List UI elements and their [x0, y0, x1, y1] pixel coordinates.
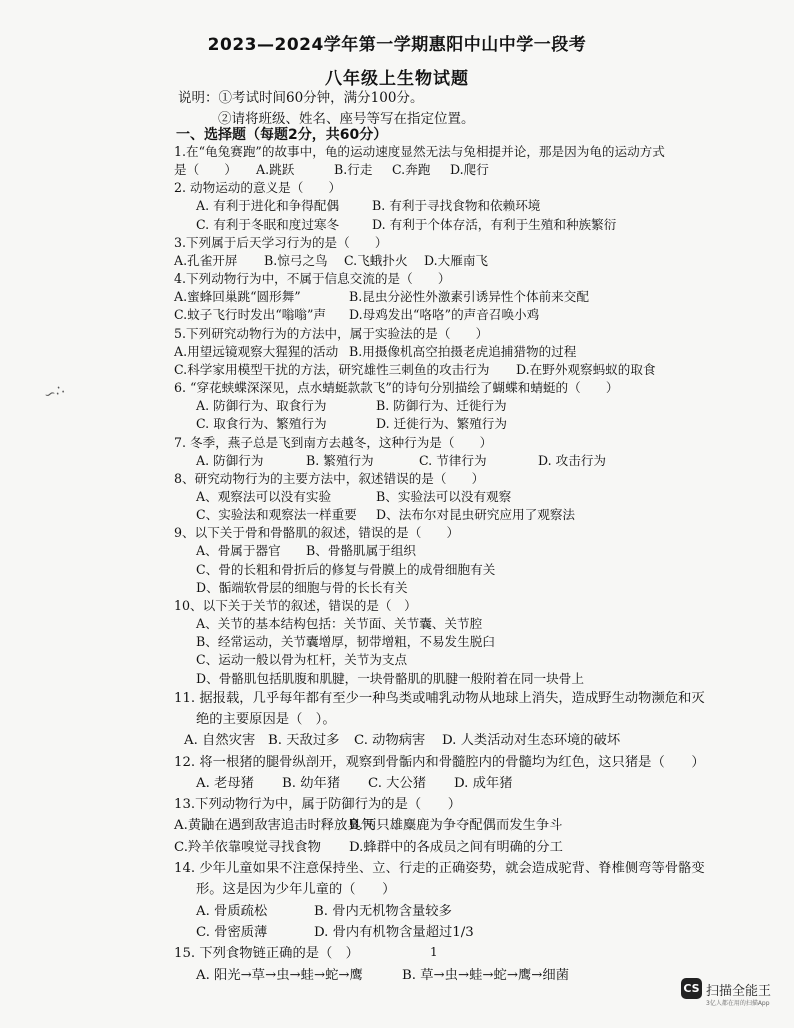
exam-title: 2023—2024学年第一学期惠阳中山中学一段考	[207, 35, 587, 55]
line-lead: A.蜜蜂回巢跳“圆形舞”	[174, 289, 301, 305]
answer-option: B. 防御行为、迁徙行为	[376, 398, 507, 414]
answer-option: B、实验法可以没有观察	[376, 488, 512, 504]
answer-option: D. 人类活动对生态环境的破坏	[442, 733, 621, 749]
question-text: 14. 少年儿童如果不注意保持坐、立、行走的正确姿势，就会造成驼背、脊椎侧弯等骨骼变	[174, 861, 705, 877]
question-line	[174, 615, 774, 633]
question-line	[174, 794, 774, 815]
question-line	[174, 270, 774, 288]
scanner-name: 扫描全能王	[706, 984, 772, 999]
answer-option: B. 繁殖行为	[306, 452, 374, 468]
question-text: 9、以下关于骨和骨骼肌的叙述，错误的是（ ）	[174, 525, 460, 541]
question-line	[174, 143, 774, 161]
line-lead: C. 取食行为、繁殖行为	[196, 416, 327, 432]
answer-option: A.跳跃	[256, 162, 295, 178]
question-line	[174, 561, 774, 579]
question-line	[174, 579, 774, 597]
question-text: 3.下列属于后天学习行为的是（ ）	[174, 234, 388, 250]
question-text: 4.下列动物行为中，不属于信息交流的是（ ）	[174, 271, 451, 287]
options-line	[174, 343, 774, 361]
line-lead: A. 有利于进化和争得配偶	[196, 198, 340, 214]
answer-option: B. 有利于寻找食物和依赖环境	[372, 198, 541, 214]
question-line	[174, 325, 774, 343]
line-lead: C. 有利于冬眠和度过寒冬	[196, 216, 340, 232]
answer-option: B.用摄像机高空拍摄老虎追捕猎物的过程	[349, 343, 577, 359]
section-heading: 一、选择题（每题2分，共60分）	[176, 127, 388, 143]
question-line	[174, 670, 774, 688]
answer-option: B. 草→虫→蛙→蛇→鹰→细菌	[402, 967, 570, 983]
question-line	[174, 434, 774, 452]
options-line	[174, 397, 774, 415]
options-line	[174, 837, 774, 858]
options-line	[174, 506, 774, 524]
options-line	[174, 216, 774, 234]
line-lead: 是（ ）	[174, 162, 237, 178]
question-text: A、关节的基本结构包括：关节面、关节囊、关节腔	[196, 616, 483, 632]
question-line	[174, 879, 774, 900]
options-line	[174, 361, 774, 379]
instruction-line: ②请将班级、姓名、座号等写在指定位置。	[218, 111, 475, 127]
line-lead: C.羚羊依靠嗅觉寻找食物	[174, 839, 321, 855]
question-text: 8、研究动物行为的主要方法中，叙述错误的是（ ）	[174, 470, 485, 486]
question-line	[174, 858, 774, 879]
question-text: D、骨骼肌包括肌腹和肌腱，一块骨骼肌的肌腱一般附着在同一块骨上	[196, 670, 584, 686]
answer-option: B. 天敌过多	[268, 733, 340, 749]
question-line	[174, 470, 774, 488]
question-line	[174, 651, 774, 669]
question-line	[174, 943, 774, 964]
scan-smudge-icon: ∽∴	[41, 381, 67, 405]
options-line	[174, 922, 774, 943]
answer-option: D.爬行	[450, 162, 489, 178]
scanner-watermark	[681, 978, 781, 1008]
question-text: 1.在“龟兔赛跑”的故事中，龟的运动速度显然无法与兔相提并论，那是因为龟的运动方式	[174, 144, 665, 159]
answer-option: D. 攻击行为	[538, 452, 607, 468]
answer-option: D.蜂群中的各成员之间有明确的分工	[349, 839, 563, 855]
question-text: 6. “穿花蛱蝶深深见，点水蜻蜓款款飞”的诗句分别描绘了蝴蝶和蜻蜓的（ ）	[174, 380, 619, 396]
question-text: D、骺端软骨层的细胞与骨的长长有关	[196, 579, 408, 595]
scanner-logo-icon: CS	[681, 978, 702, 999]
answer-option: D.母鸡发出“咯咯”的声音召唤小鸡	[349, 307, 540, 323]
answer-option: B.惊弓之鸟	[264, 252, 328, 268]
question-text: C、运动一般以骨为杠杆，关节为支点	[196, 652, 408, 668]
line-lead: A、观察法可以没有实验	[196, 488, 332, 504]
answer-option: D. 骨内有机物含量超过1/3	[314, 924, 474, 940]
question-line	[174, 709, 774, 730]
question-text: 11. 据报载，几乎每年都有至少一种鸟类或哺乳动物从地球上消失，造成野生动物濒危和灭	[174, 690, 705, 706]
answer-option: D. 成年猪	[454, 775, 513, 791]
options-line	[174, 452, 774, 470]
question-line	[174, 633, 774, 651]
question-text: 绝的主要原因是（ ）。	[196, 711, 336, 727]
question-text: 10、以下关于关节的叙述，错误的是（ ）	[174, 597, 417, 613]
options-line	[174, 773, 774, 794]
options-line	[174, 288, 774, 306]
question-text: 2. 动物运动的意义是（ ）	[174, 180, 342, 196]
exam-subtitle: 八年级上生物试题	[325, 69, 469, 89]
question-text: 13.下列动物行为中，属于防御行为的是（ ）	[174, 797, 462, 813]
line-lead: A.孔雀开屏	[174, 252, 238, 268]
line-lead: C.蚊子飞行时发出“嗡嗡”声	[174, 307, 327, 323]
answer-option: B.行走	[334, 162, 373, 178]
question-line	[174, 688, 774, 709]
answer-option: B. 幼年猪	[282, 775, 341, 791]
question-line	[174, 752, 774, 773]
line-lead: A、骨属于器官	[196, 543, 281, 559]
question-text: 7. 冬季，燕子总是飞到南方去越冬，这种行为是（ ）	[174, 434, 493, 450]
question-list	[174, 143, 774, 986]
question-text: C、骨的长粗和骨折后的修复与骨膜上的成骨细胞有关	[196, 561, 496, 577]
answer-option: B.两只雄麋鹿为争夺配偶而发生争斗	[349, 818, 563, 834]
options-line	[174, 815, 774, 836]
question-text: 12. 将一根猪的腿骨纵剖开，观察到骨骺内和骨髓腔内的骨髓均为红色，这只猪是（ ）	[174, 754, 705, 770]
question-line	[174, 524, 774, 542]
question-line	[174, 379, 774, 397]
line-lead: A. 自然灾害	[184, 733, 256, 749]
question-text: 5.下列研究动物行为的方法中，属于实验法的是（ ）	[174, 325, 489, 341]
question-line	[174, 234, 774, 252]
options-line	[174, 901, 774, 922]
page-number: 1	[430, 945, 438, 959]
line-lead: A. 老母猪	[196, 775, 254, 791]
line-lead: A.用望远镜观察大猩猩的活动	[174, 343, 339, 359]
options-line	[174, 542, 774, 560]
answer-option: D、法布尔对昆虫研究应用了观察法	[376, 507, 576, 523]
line-lead: A. 防御行为	[196, 452, 264, 468]
answer-option: C. 节律行为	[419, 452, 487, 468]
answer-option: B、骨骼肌属于组织	[306, 543, 417, 559]
line-lead: A. 骨质疏松	[196, 903, 268, 919]
answer-option: B.昆虫分泌性外激素引诱异性个体前来交配	[349, 289, 589, 305]
question-line	[174, 597, 774, 615]
answer-option: C. 大公猪	[368, 775, 427, 791]
answer-option: C. 动物病害	[354, 733, 426, 749]
question-text: B、经常运动，关节囊增厚，韧带增粗，不易发生脱臼	[196, 634, 495, 650]
options-line	[174, 730, 774, 751]
options-line	[174, 415, 774, 433]
options-line	[174, 488, 774, 506]
question-text: 形。这是因为少年儿童的（ ）	[196, 882, 396, 898]
line-lead: C. 骨密质薄	[196, 924, 268, 940]
options-line	[174, 252, 774, 270]
answer-option: B. 骨内无机物含量较多	[314, 903, 452, 919]
options-line	[174, 161, 774, 179]
answer-option: C.奔跑	[392, 162, 431, 178]
options-line	[174, 306, 774, 324]
instruction-line: 说明：①考试时间60分钟，满分100分。	[178, 90, 424, 106]
options-line	[174, 197, 774, 215]
question-line	[174, 179, 774, 197]
line-lead: A. 防御行为、取食行为	[196, 398, 327, 414]
answer-option: D. 迁徙行为、繁殖行为	[376, 416, 507, 432]
line-lead: C、实验法和观察法一样重要	[196, 507, 357, 523]
answer-option: D.在野外观察蚂蚁的取食	[516, 361, 656, 377]
question-text: 15. 下列食物链正确的是（ ）	[174, 946, 359, 962]
answer-option: C.飞蛾扑火	[344, 252, 408, 268]
line-lead: C.科学家用模型干扰的方法，研究雄性三刺鱼的攻击行为	[174, 361, 490, 377]
answer-option: D.大雁南飞	[424, 252, 489, 268]
line-lead: A.黄鼬在遇到敌害追击时释放臭气	[174, 818, 374, 834]
answer-option: D. 有利于个体存活，有利于生殖和种族繁衍	[372, 216, 617, 232]
line-lead: A. 阳光→草→虫→蛙→蛇→鹰	[196, 967, 363, 983]
scanner-tagline: 3亿人都在用的扫描App	[706, 1000, 770, 1007]
